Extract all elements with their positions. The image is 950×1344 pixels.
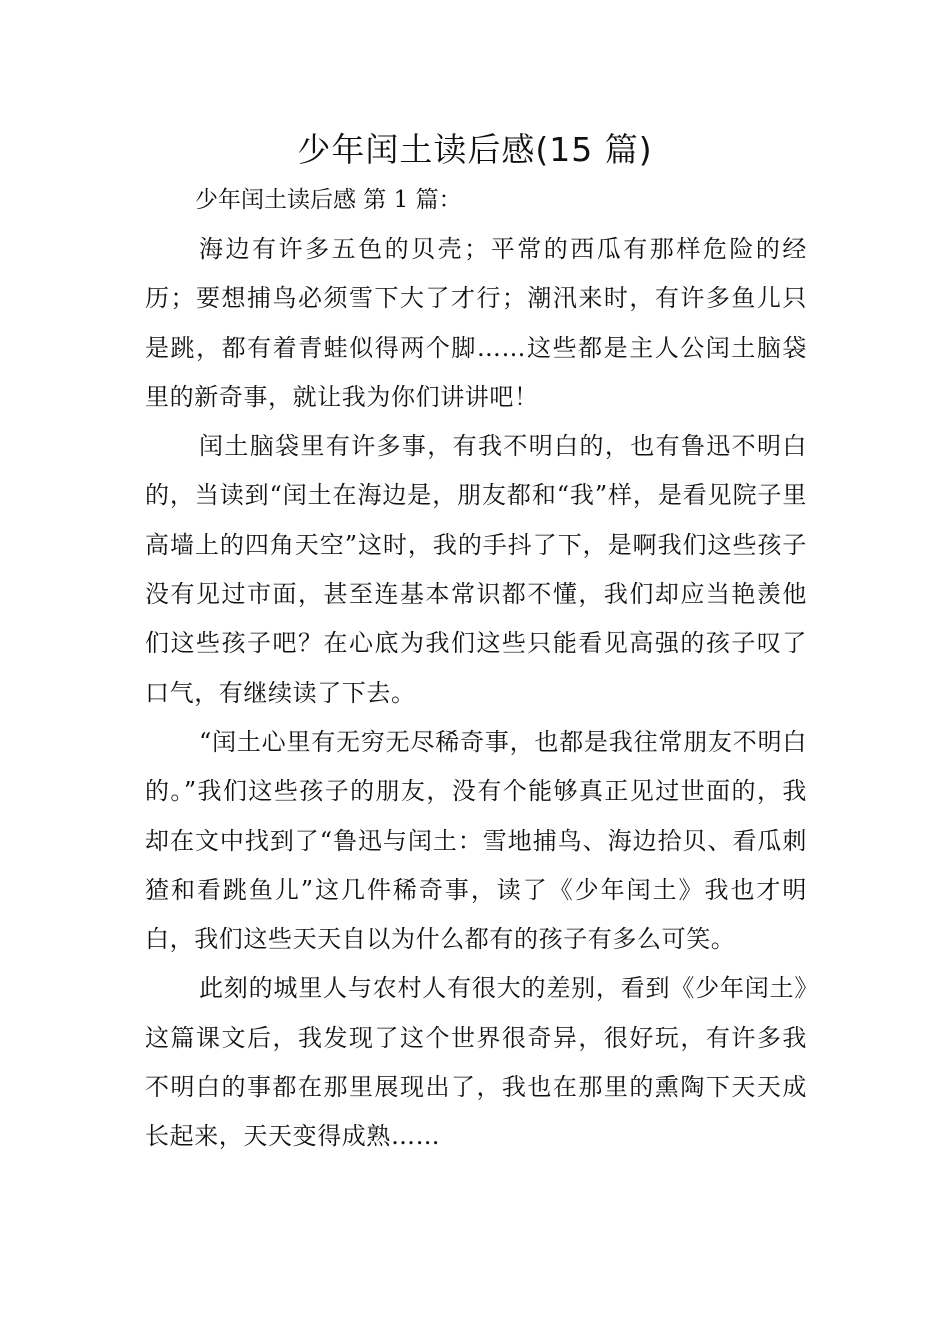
paragraph-4: 此刻的城里人与农村人有很大的差别，看到《少年闰土》这篇课文后，我发现了这个世界很奇异，很好玩，有许多我不明白的事都在那里展现出了，我也在那里的熏陶下天天成长起来，天天变得成熟…… (145, 974, 807, 1151)
section-heading: 少年闰土读后感 第 1 篇： (195, 187, 462, 213)
document-title: 少年闰土读后感(15 篇) (297, 130, 653, 169)
paragraph-2: 闰土脑袋里有许多事，有我不明白的，也有鲁迅不明白的，当读到“闰土在海边是，朋友都和“我”样，是看见院子里高墙上的四角天空”这时，我的手抖了下，是啊我们这些孩子没有见过市面，甚至连基本常识都不懂，我们却应当艳羡他们这些孩子吧？在心底为我们这些只能看见高强的孩子叹了口气，有继续读了下去。 (145, 432, 807, 707)
paragraph-1: 海边有许多五色的贝壳；平常的西瓜有那样危险的经历；要想捕鸟必须雪下大了才行；潮汛来时，有许多鱼儿只是跳，都有着青蛙似得两个脚……这些都是主人公闰土脑袋里的新奇事，就让我为你们讲讲吧！ (145, 235, 807, 411)
paragraph-3: “闰土心里有无穷无尽稀奇事，也都是我往常朋友不明白的。”我们这些孩子的朋友，没有个能够真正见过世面的，我却在文中找到了“鲁迅与闰土：雪地捕鸟、海边拾贝、看瓜刺猹和看跳鱼儿”这几件稀奇事，读了《少年闰土》我也才明白，我们这些天天自以为什么都有的孩子有多么可笑。 (145, 727, 807, 954)
body-text (145, 225, 807, 1162)
